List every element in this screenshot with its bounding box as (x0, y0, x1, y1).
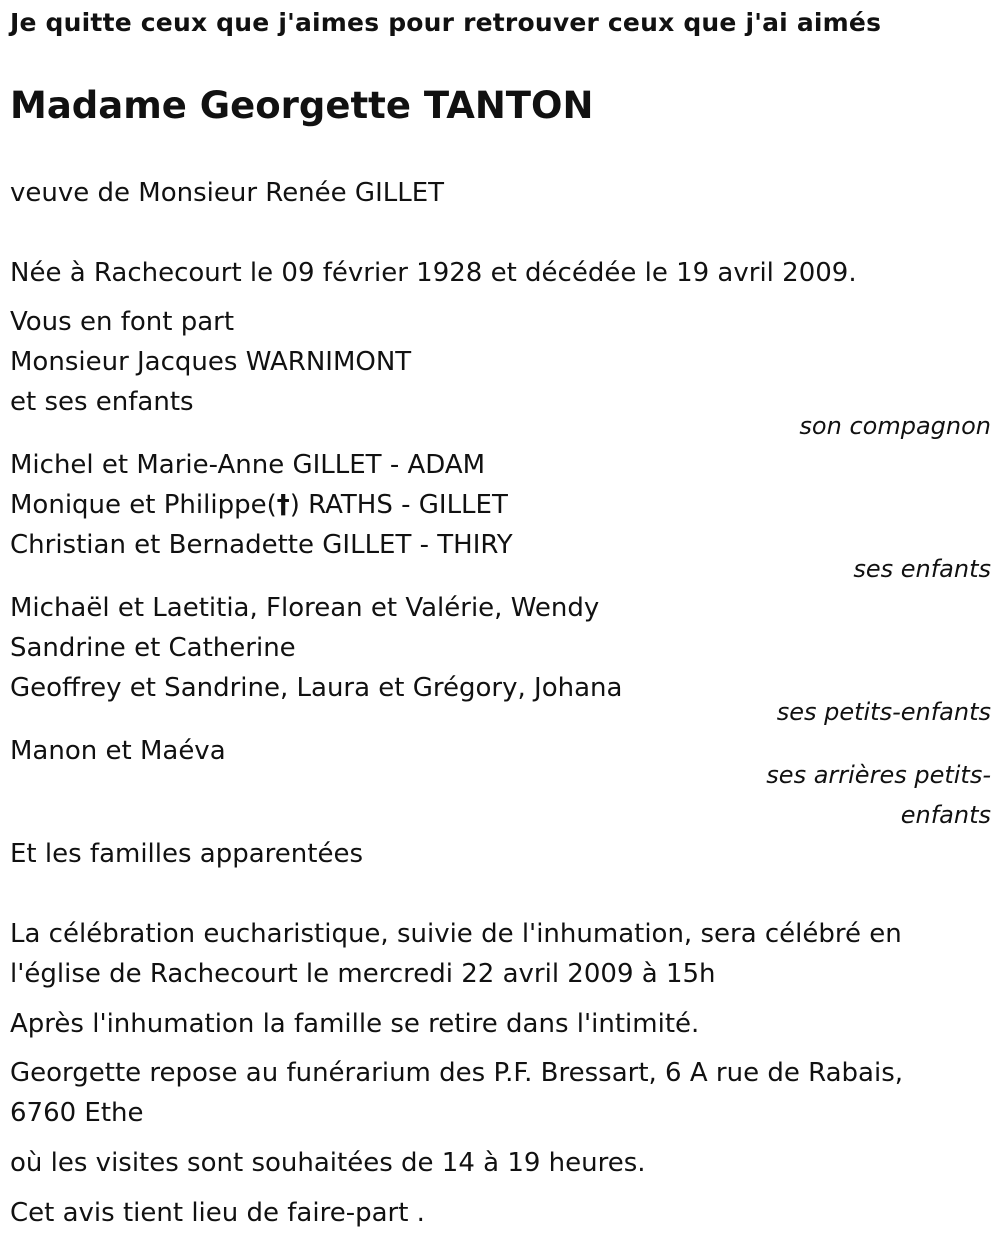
child-line: Christian et Bernadette GILLET - THIRY (10, 530, 513, 560)
child-line (10, 485, 508, 525)
funeral-home-line: Georgette repose au funérarium des P.F. Bressart, 6 A rue de Rabais, (10, 1058, 904, 1088)
role-companion: son compagnon (799, 412, 991, 440)
companion-children: et ses enfants (10, 387, 194, 417)
widow-of-line: veuve de Monsieur Renée GILLET (10, 178, 445, 208)
great-grandchild-line: Manon et Maéva (10, 736, 226, 766)
ceremony-line: La célébration eucharistique, suivie de l'inhumation, sera célébré en (10, 919, 902, 949)
grandchild-line: Sandrine et Catherine (10, 633, 296, 663)
grandchild-line: Michaël et Laetitia, Florean et Valérie, Wendy (10, 593, 600, 623)
child-line-text: ) RATHS - GILLET (289, 490, 508, 520)
funeral-home-line: 6760 Ethe (10, 1098, 144, 1128)
ceremony-line: l'église de Rachecourt le mercredi 22 avril 2009 à 15h (10, 959, 716, 989)
role-grandchildren: ses petits-enfants (776, 698, 991, 726)
role-great-grandchildren: ses arrières petits- (766, 761, 991, 789)
cross-icon: † (276, 490, 290, 520)
child-line: Michel et Marie-Anne GILLET - ADAM (10, 450, 486, 480)
visiting-hours-line: où les visites sont souhaitées de 14 à 19 heures. (10, 1148, 646, 1178)
birth-death-line: Née à Rachecourt le 09 février 1928 et décédée le 19 avril 2009. (10, 258, 857, 288)
epigraph: Je quitte ceux que j'aimes pour retrouver ceux que j'ai aimés (10, 8, 882, 37)
intimacy-line: Après l'inhumation la famille se retire dans l'intimité. (10, 1009, 700, 1039)
companion-name: Monsieur Jacques WARNIMONT (10, 347, 412, 377)
child-line-text: Monique et Philippe( (10, 490, 277, 520)
grandchild-line: Geoffrey et Sandrine, Laura et Grégory, Johana (10, 673, 623, 703)
role-children: ses enfants (853, 555, 991, 583)
role-great-grandchildren: enfants (900, 801, 991, 829)
deceased-name: Madame Georgette TANTON (10, 84, 594, 127)
closing-line: Cet avis tient lieu de faire-part . (10, 1198, 425, 1228)
families-line: Et les familles apparentées (10, 839, 364, 869)
announcement-line: Vous en font part (10, 307, 235, 337)
